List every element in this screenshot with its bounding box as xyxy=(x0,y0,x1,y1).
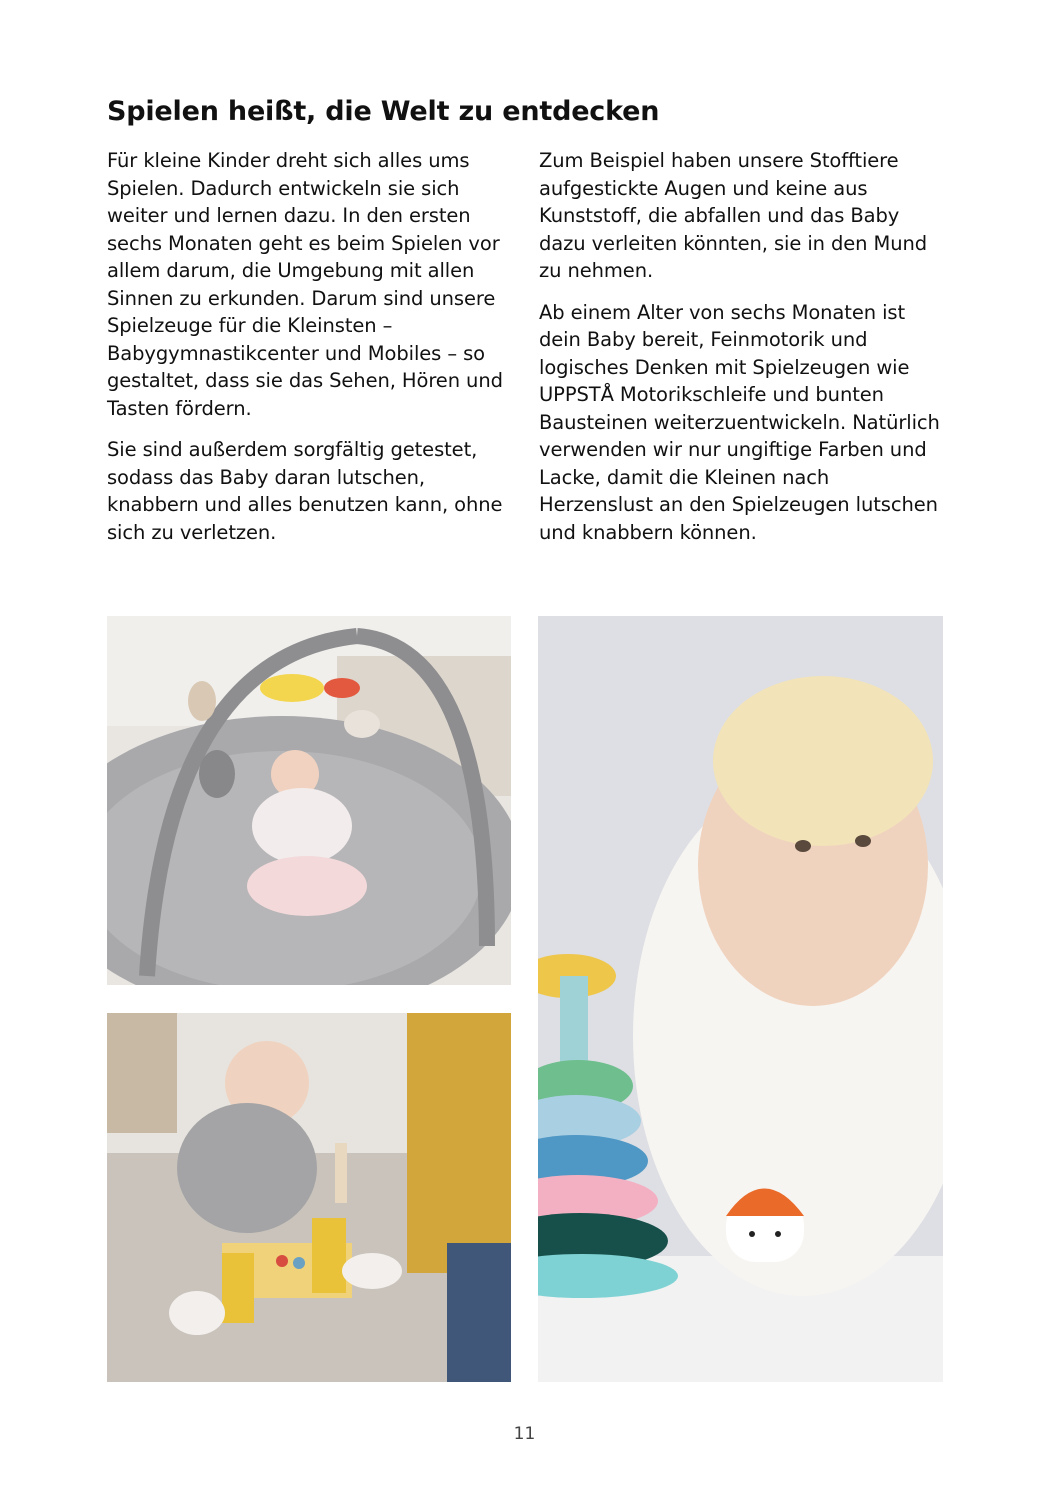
text-column-right xyxy=(539,147,945,560)
paragraph: Ab einem Alter von sechs Monaten ist dein Baby bereit, Feinmotorik und logisches Denken mit Spielzeugen wie UPPSTÅ Motorikschleife und bunten Bausteinen weiterzuentwickeln. Natürlich verwenden wir nur ungiftige Farben und Lacke, damit die Kleinen nach Herzenslust an den Spielzeugen lutschen und knabbern können. xyxy=(539,300,940,544)
photo-baby-hammer-toy xyxy=(107,1013,511,1382)
text-column-left xyxy=(107,147,513,560)
photo-toddler-stacking-rings xyxy=(538,616,943,1382)
paragraph: Sie sind außerdem sorgfältig getestet, sodass das Baby daran lutschen, knabbern und alles benutzen kann, ohne sich zu verletzen. xyxy=(107,438,503,544)
paragraph: Zum Beispiel haben unsere Stofftiere aufgestickte Augen und keine aus Kunststoff, die abfallen und das Baby dazu verleiten könnten, sie in den Mund zu nehmen. xyxy=(539,149,928,282)
photo-baby-play-gym xyxy=(107,616,511,985)
page-number: 11 xyxy=(513,1424,536,1444)
page-title: Spielen heißt, die Welt zu entdecken xyxy=(107,96,660,127)
paragraph: Für kleine Kinder dreht sich alles ums Spielen. Dadurch entwickeln sie sich weiter und lernen dazu. In den ersten sechs Monaten geht es beim Spielen vor allem darum, die Umgebung mit allen Sinnen zu erkunden. Darum sind unsere Spielzeuge für die Kleinsten – Babygymnastikcenter und Mobiles – so gestaltet, dass sie das Sehen, Hören und Tasten fördern. xyxy=(107,149,503,420)
